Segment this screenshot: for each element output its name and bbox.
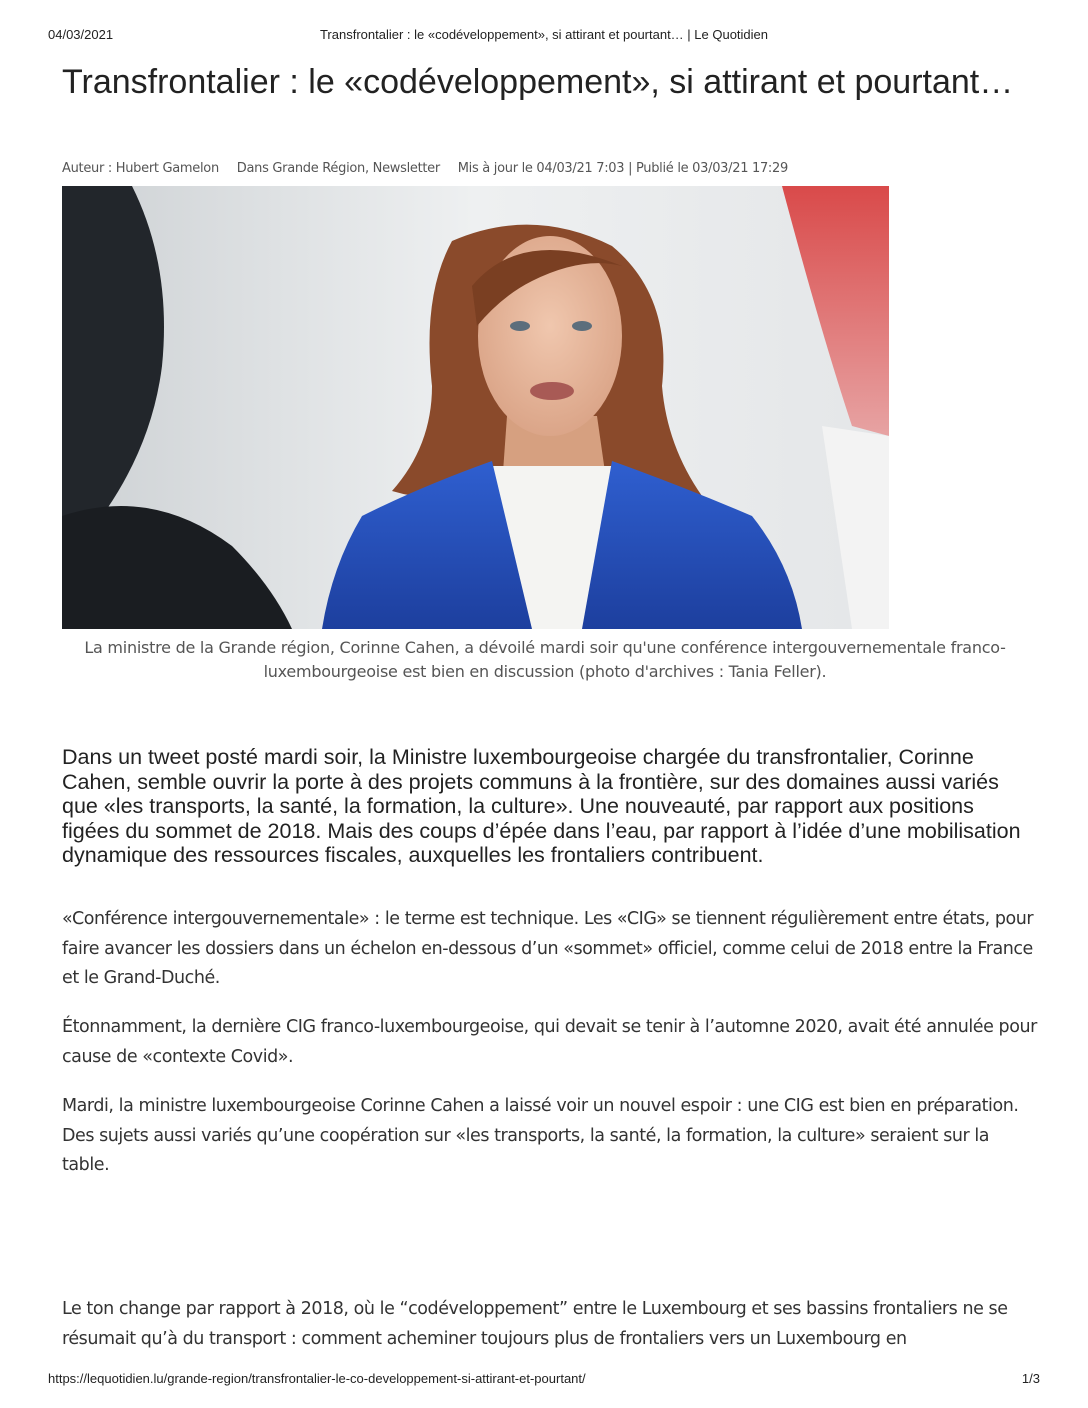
article-photo xyxy=(62,186,889,629)
print-date: 04/03/2021 xyxy=(48,27,114,42)
article-author: Auteur : Hubert Gamelon xyxy=(62,161,219,176)
article-paragraph: Le ton change par rapport à 2018, où le “codéveloppement” entre le Luxembourg et ses bassins frontaliers ne se résumait qu’à du transport : comment acheminer toujours plus de frontaliers vers un Luxembourg en xyxy=(62,1299,1008,1349)
article-dates: Mis à jour le 04/03/21 7:03 | Publié le 03/03/21 17:29 xyxy=(457,161,788,176)
photo-caption: La ministre de la Grande région, Corinne Cahen, a dévoilé mardi soir qu'une conférence intergouvernementale franco-luxembourgeoise est bien en discussion (photo d'archives : Tania Feller). xyxy=(84,638,1006,681)
article-lede: Dans un tweet posté mardi soir, la Ministre luxembourgeoise chargée du transfrontalier, Corinne Cahen, semble ouvrir la porte à des projets communs à la frontière, sur des domaines aussi variés que «les transports, la santé, la formation, la culture». Une nouveauté, par rapport aux positions figées du sommet de 2018. Mais des coups d’épée dans l’eau, par rapport à l’idée d’une mobilisation dynamique des ressources fiscales, auxquelles les frontaliers contribuent. xyxy=(62,745,1021,867)
print-page-number: 1/3 xyxy=(1021,1371,1040,1386)
article-paragraph: «Conférence intergouvernementale» : le terme est technique. Les «CIG» se tiennent régulièrement entre états, pour faire avancer les dossiers dans un échelon en-dessous d’un «sommet» officiel, comme celui de 2018 entre la France et le Grand-Duché. xyxy=(62,909,1034,988)
article-paragraph: Mardi, la ministre luxembourgeoise Corinne Cahen a laissé voir un nouvel espoir : une CIG est bien en préparation. Des sujets aussi variés qu’une coopération sur «les transports, la santé, la formation, la culture» seraient sur la table. xyxy=(62,1096,1019,1175)
article-categories[interactable]: Dans Grande Région, Newsletter xyxy=(236,161,440,176)
print-page-title: Transfrontalier : le «codéveloppement», si attirant et pourtant… | Le Quotidien xyxy=(319,27,769,42)
article-headline: Transfrontalier : le «codéveloppement», si attirant et pourtant… xyxy=(62,63,1014,101)
article-meta xyxy=(62,161,802,176)
article-paragraph: Étonnamment, la dernière CIG franco-luxembourgeoise, qui devait se tenir à l’automne 2020, avait été annulée pour cause de «contexte Covid». xyxy=(62,1017,1037,1067)
print-url[interactable]: https://lequotidien.lu/grande-region/transfrontalier-le-co-developpement-si-attirant-et-pourtant/ xyxy=(48,1371,586,1386)
